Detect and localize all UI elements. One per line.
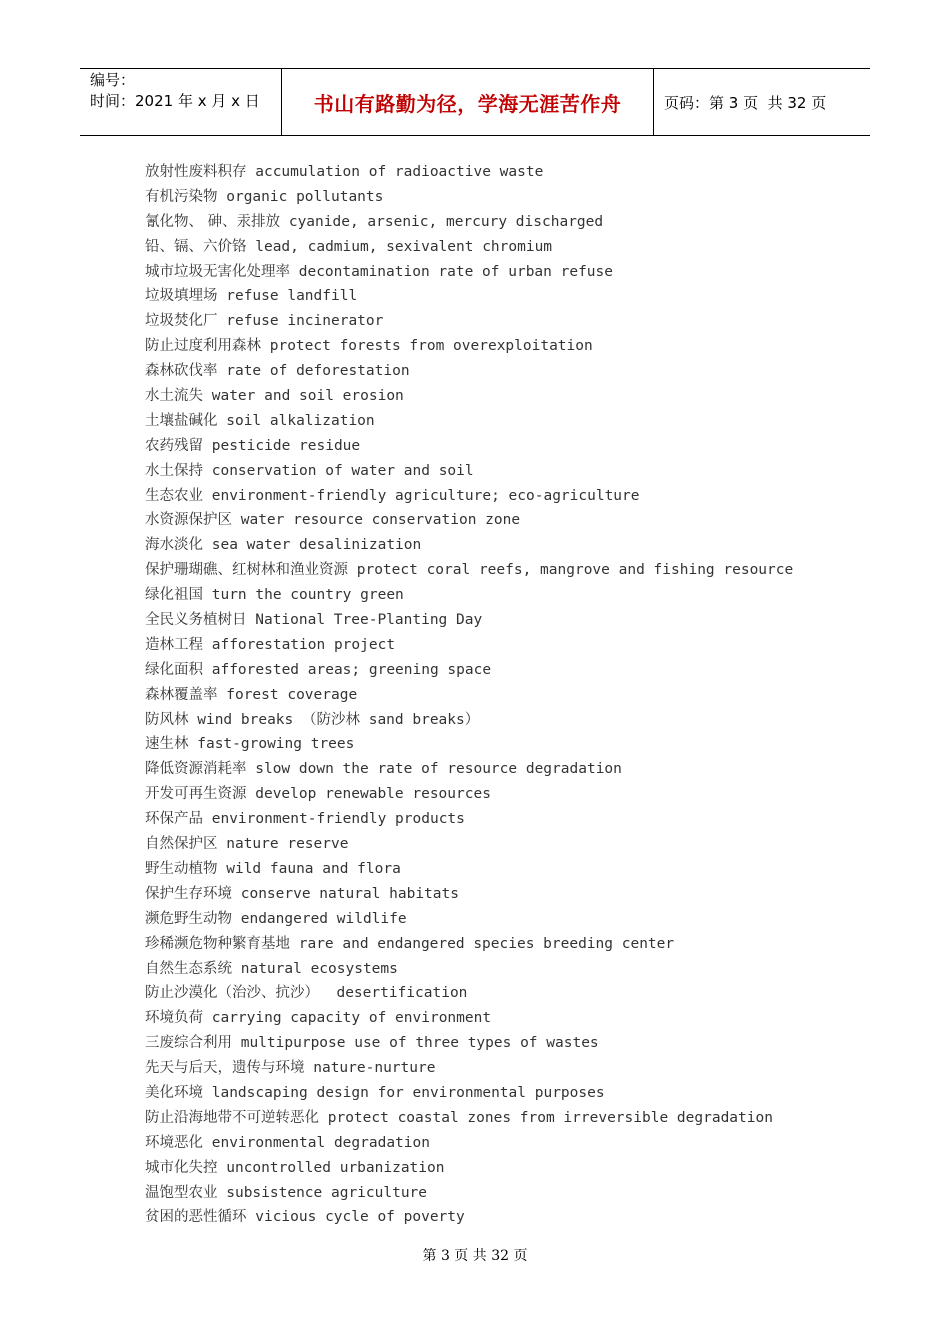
glossary-entry: [145, 981, 793, 1006]
entry-english-term: multipurpose use of three types of wastes: [232, 1035, 599, 1052]
entry-chinese-term: 野生动植物: [145, 860, 218, 877]
glossary-entry: [145, 608, 793, 633]
entry-chinese-term: 防止沙漠化（治沙、抗沙）: [145, 985, 319, 1002]
entry-english-term: protect forests from overexploitation: [261, 338, 593, 355]
glossary-entry: [145, 857, 793, 882]
glossary-entry: [145, 210, 793, 235]
entry-english-term: natural ecosystems: [232, 960, 398, 977]
glossary-entry: [145, 533, 793, 558]
entry-english-term: fast-growing trees: [188, 736, 355, 753]
glossary-entry: [145, 882, 793, 907]
entry-chinese-term: 海水淡化: [145, 537, 203, 554]
entry-english-term: protect coral reefs, mangrove and fishing resource: [348, 562, 794, 579]
entry-chinese-term: 绿化祖国: [145, 587, 203, 604]
entry-chinese-term: 速生林: [145, 736, 189, 753]
glossary-entry: [145, 1106, 793, 1131]
entry-english-term: organic pollutants: [217, 188, 384, 205]
entry-chinese-term: 三废综合利用: [145, 1035, 232, 1052]
header-page-info: 页码：第 3 页 共 32 页: [664, 93, 827, 112]
entry-english-term: desertification: [319, 985, 468, 1002]
entry-chinese-term: 水资源保护区: [145, 512, 232, 529]
entry-chinese-term: 环保产品: [145, 811, 203, 828]
entry-chinese-term: 生态农业: [145, 487, 203, 504]
glossary-entry: [145, 508, 793, 533]
glossary-entry: [145, 459, 793, 484]
entry-chinese-term: 垃圾焚化厂: [145, 313, 218, 330]
entry-english-term: subsistence agriculture: [217, 1184, 428, 1201]
document-time: 时间：2021 年 x 月 x 日: [90, 92, 260, 110]
glossary-entry: [145, 284, 793, 309]
page-header: [80, 68, 870, 136]
glossary-entry: [145, 782, 793, 807]
entry-chinese-term: 水土流失: [145, 388, 203, 405]
entry-chinese-term: 保护珊瑚礁、红树林和渔业资源: [145, 562, 348, 579]
entry-chinese-term: 土壤盐碱化: [145, 412, 218, 429]
glossary-entry: [145, 1031, 793, 1056]
entry-chinese-term: 水土保持: [145, 462, 203, 479]
glossary-entry: [145, 658, 793, 683]
entry-english-term: rare and endangered species breeding center: [290, 935, 675, 952]
entry-chinese-term: 放射性废料积存: [145, 164, 247, 180]
document-number-label: 编号：: [90, 71, 136, 89]
entry-chinese-term: 保护生存环境: [145, 885, 232, 902]
entry-chinese-term: 绿化面积: [145, 661, 203, 678]
entry-english-term: afforested areas; greening space: [203, 661, 492, 678]
glossary-entry: [145, 1006, 793, 1031]
entry-english-term: develop renewable resources: [246, 786, 491, 803]
entry-chinese-term: 先天与后天，遗传与环境: [145, 1060, 305, 1077]
entry-english-term: water and soil erosion: [203, 388, 404, 405]
entry-english-term: wind breaks （防沙林 sand breaks）: [188, 711, 480, 728]
entry-english-term: soil alkalization: [217, 412, 375, 429]
entry-chinese-term: 森林砍伐率: [145, 363, 218, 380]
entry-english-term: National Tree-Planting Day: [246, 612, 483, 629]
glossary-entry: [145, 260, 793, 285]
glossary-entry: [145, 633, 793, 658]
entry-english-term: carrying capacity of environment: [203, 1010, 492, 1027]
glossary-entry: [145, 907, 793, 932]
glossary-entry: [145, 309, 793, 334]
entry-english-term: wild fauna and flora: [217, 860, 401, 877]
entry-chinese-term: 造林工程: [145, 636, 203, 653]
glossary-entry: [145, 1081, 793, 1106]
glossary-entry: [145, 732, 793, 757]
entry-chinese-term: 环境负荷: [145, 1010, 203, 1027]
glossary-entry: [145, 957, 793, 982]
entry-chinese-term: 贫困的恶性循环: [145, 1209, 247, 1226]
entry-english-term: lead, cadmium, sexivalent chromium: [246, 238, 553, 255]
entry-english-term: conserve natural habitats: [232, 885, 459, 902]
glossary-entry: [145, 832, 793, 857]
entry-chinese-term: 美化环境: [145, 1084, 203, 1101]
glossary-entry: [145, 334, 793, 359]
entry-english-term: pesticide residue: [203, 437, 361, 454]
glossary-entry: [145, 1156, 793, 1181]
entry-english-term: forest coverage: [217, 686, 358, 703]
header-motto: 书山有路勤为径，学海无涯苦作舟: [282, 69, 654, 135]
glossary-entry: [145, 484, 793, 509]
glossary-entry: [145, 583, 793, 608]
glossary-entry: [145, 1205, 793, 1230]
entry-chinese-term: 环境恶化: [145, 1134, 203, 1151]
glossary-entry: [145, 1131, 793, 1156]
header-meta: [80, 69, 282, 135]
glossary-entry: [145, 708, 793, 733]
entry-chinese-term: 温饱型农业: [145, 1184, 218, 1201]
entry-chinese-term: 防止过度利用森林: [145, 338, 261, 355]
entry-english-term: endangered wildlife: [232, 910, 407, 927]
entry-english-term: slow down the rate of resource degradation: [246, 761, 622, 778]
entry-english-term: afforestation project: [203, 636, 396, 653]
glossary-entry: [145, 359, 793, 384]
entry-chinese-term: 全民义务植树日: [145, 612, 247, 629]
glossary-entry: [145, 434, 793, 459]
glossary-entry: [145, 160, 793, 185]
glossary-entry: [145, 235, 793, 260]
entry-english-term: environment-friendly agriculture; eco-agriculture: [203, 487, 640, 504]
entry-english-term: sea water desalinization: [203, 537, 422, 554]
entry-chinese-term: 自然生态系统: [145, 960, 232, 977]
entry-chinese-term: 农药残留: [145, 437, 203, 454]
glossary-entry: [145, 384, 793, 409]
glossary-entry: [145, 558, 793, 583]
entry-chinese-term: 降低资源消耗率: [145, 761, 247, 778]
entry-chinese-term: 有机污染物: [145, 188, 218, 205]
glossary-entry: [145, 757, 793, 782]
entry-english-term: decontamination rate of urban refuse: [290, 263, 614, 280]
glossary-entry: [145, 683, 793, 708]
entry-english-term: environmental degradation: [203, 1134, 430, 1151]
entry-chinese-term: 氰化物、 砷、汞排放: [145, 213, 281, 230]
entry-chinese-term: 铅、镉、六价铬: [145, 238, 247, 255]
entry-chinese-term: 濒危野生动物: [145, 910, 232, 927]
entry-english-term: water resource conservation zone: [232, 512, 521, 529]
entry-chinese-term: 防风林: [145, 711, 189, 728]
entry-chinese-term: 开发可再生资源: [145, 786, 247, 803]
entry-english-term: refuse landfill: [217, 288, 358, 305]
glossary-entry: [145, 1056, 793, 1081]
glossary-list: [145, 160, 793, 1230]
glossary-entry: [145, 932, 793, 957]
entry-english-term: landscaping design for environmental purposes: [203, 1084, 605, 1101]
entry-english-term: protect coastal zones from irreversible degradation: [319, 1109, 773, 1126]
entry-english-term: nature reserve: [217, 836, 349, 853]
entry-english-term: conservation of water and soil: [203, 462, 474, 479]
entry-chinese-term: 森林覆盖率: [145, 686, 218, 703]
entry-english-term: turn the country green: [203, 587, 404, 604]
entry-english-term: refuse incinerator: [217, 313, 384, 330]
entry-english-term: environment-friendly products: [203, 811, 465, 828]
entry-english-term: cyanide, arsenic, mercury discharged: [280, 213, 604, 230]
entry-chinese-term: 自然保护区: [145, 836, 218, 853]
glossary-entry: [145, 409, 793, 434]
glossary-entry: [145, 807, 793, 832]
entry-chinese-term: 防止沿海地带不可逆转恶化: [145, 1109, 319, 1126]
entry-english-term: accumulation of radioactive waste: [246, 164, 544, 180]
entry-chinese-term: 城市化失控: [145, 1159, 218, 1176]
entry-english-term: uncontrolled urbanization: [217, 1159, 445, 1176]
page-footer: 第 3 页 共 32 页: [422, 1248, 528, 1264]
entry-chinese-term: 城市垃圾无害化处理率: [145, 263, 290, 280]
glossary-entry: [145, 185, 793, 210]
glossary-entry: [145, 1181, 793, 1206]
entry-english-term: rate of deforestation: [217, 363, 410, 380]
entry-english-term: vicious cycle of poverty: [246, 1209, 465, 1226]
entry-english-term: nature-nurture: [304, 1060, 436, 1077]
entry-chinese-term: 珍稀濒危物种繁育基地: [145, 935, 290, 952]
entry-chinese-term: 垃圾填埋场: [145, 288, 218, 305]
